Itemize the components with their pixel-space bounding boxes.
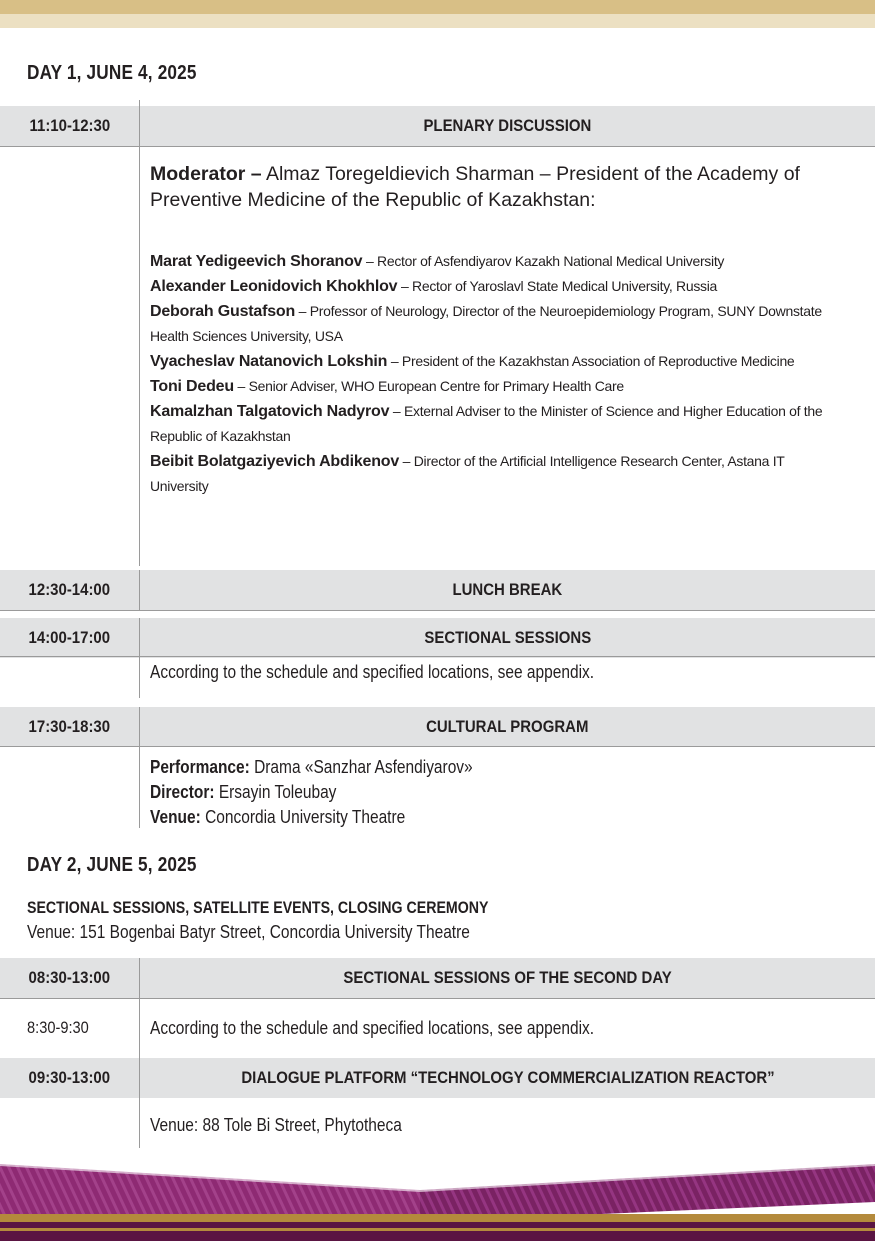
speaker-name: Alexander Leonidovich Khokhlov <box>150 278 398 295</box>
venue-value: Concordia University Theatre <box>200 807 406 827</box>
day2-heading: DAY 2, JUNE 5, 2025 <box>27 854 197 876</box>
moderator-label: Moderator – <box>150 163 262 185</box>
cultural-details <box>150 755 473 830</box>
director-label: Director: <box>150 782 215 802</box>
speaker-entry <box>150 399 842 449</box>
plenary-header-row <box>0 106 875 146</box>
speaker-name: Beibit Bolatgaziyevich Abdikenov <box>150 453 400 470</box>
director-value: Ersayin Toleubay <box>214 782 337 802</box>
top-decor-band <box>0 0 875 28</box>
performance-value: Drama «Sanzhar Asfendiyarov» <box>249 757 473 777</box>
performance-label: Performance: <box>150 757 250 777</box>
sectional-title: SECTIONAL SESSIONS <box>424 628 591 647</box>
day2-subheading: SECTIONAL SESSIONS, SATELLITE EVENTS, CLOSING CEREMONY <box>27 899 489 917</box>
plenary-divider <box>139 100 140 566</box>
speaker-entry <box>150 449 842 499</box>
speaker-description: – Senior Adviser, WHO European Centre for Primary Health Care <box>233 378 624 394</box>
speaker-entry <box>150 249 842 274</box>
venue-line <box>150 805 473 830</box>
speaker-entry <box>150 299 842 349</box>
director-line <box>150 780 473 805</box>
speaker-description: – Rector of Asfendiyarov Kazakh National Medical University <box>362 253 725 269</box>
sectional2-time: 08:30-13:00 <box>28 968 111 987</box>
day1-heading: DAY 1, JUNE 4, 2025 <box>27 62 197 84</box>
lunch-time: 12:30-14:00 <box>28 580 111 599</box>
plenary-title: PLENARY DISCUSSION <box>423 116 592 135</box>
sectional2-sub-time: 8:30-9:30 <box>27 1018 89 1037</box>
moderator-text: Almaz Toregeldievich Sharman – President of the Academy of Preventive Medicine of the Republic of Kazakhstan: <box>150 163 800 211</box>
cultural-time: 17:30-18:30 <box>28 717 111 736</box>
speaker-description: – Director of the Artificial Intelligence Research Center, Astana IT University <box>150 453 785 494</box>
speaker-description: – External Adviser to the Minister of Science and Higher Education of the Republic of Kazakhstan <box>150 403 823 444</box>
speaker-name: Marat Yedigeevich Shoranov <box>150 253 363 270</box>
sectional-text: According to the schedule and specified locations, see appendix. <box>150 662 595 682</box>
speaker-entry <box>150 374 842 399</box>
speaker-name: Deborah Gustafson <box>150 303 296 320</box>
footer-decor <box>0 1152 875 1241</box>
dialogue-time: 09:30-13:00 <box>28 1068 111 1087</box>
sectional-header-row <box>0 618 875 658</box>
speaker-name: Toni Dedeu <box>150 378 234 395</box>
dialogue-text: Venue: 88 Tole Bi Street, Phytotheca <box>150 1115 402 1135</box>
dialogue-header-row <box>0 1058 875 1098</box>
day2-venue: Venue: 151 Bogenbai Batyr Street, Concordia University Theatre <box>27 922 470 942</box>
moderator-paragraph <box>150 161 842 213</box>
sectional2-text: According to the schedule and specified locations, see appendix. <box>150 1018 595 1038</box>
dialogue-title: DIALOGUE PLATFORM “TECHNOLOGY COMMERCIALIZATION REACTOR” <box>240 1068 775 1087</box>
sectional2-title: SECTIONAL SESSIONS OF THE SECOND DAY <box>343 968 672 987</box>
speaker-description: – Rector of Yaroslavl State Medical University, Russia <box>397 278 718 294</box>
speaker-description: – President of the Kazakhstan Association of Reproductive Medicine <box>387 353 795 369</box>
lunch-title: LUNCH BREAK <box>452 580 563 599</box>
speaker-list <box>150 249 842 499</box>
speaker-description: – Professor of Neurology, Director of the Neuroepidemiology Program, SUNY Downstate Health Sciences University, USA <box>150 303 822 344</box>
speaker-entry <box>150 349 842 374</box>
sectional2-header-row <box>0 958 875 998</box>
lunch-header-row <box>0 570 875 610</box>
performance-line <box>150 755 473 780</box>
speaker-name: Kamalzhan Talgatovich Nadyrov <box>150 403 390 420</box>
cultural-header-row <box>0 707 875 747</box>
cultural-title: CULTURAL PROGRAM <box>426 717 589 736</box>
sectional-time: 14:00-17:00 <box>28 628 111 647</box>
speaker-name: Vyacheslav Natanovich Lokshin <box>150 353 388 370</box>
speaker-entry <box>150 274 842 299</box>
venue-label: Venue: <box>150 807 201 827</box>
plenary-time: 11:10-12:30 <box>29 116 110 135</box>
